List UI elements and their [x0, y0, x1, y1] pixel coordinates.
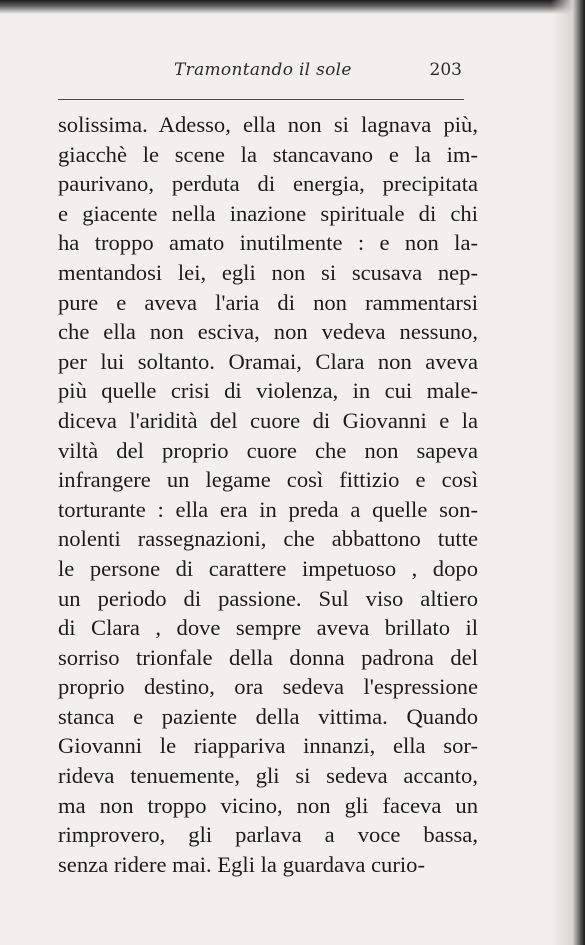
text-line: senza ridere mai. Egli la guardava curio- [58, 851, 425, 877]
text-line: più quelle crisi di violenza, in cui male- [58, 378, 478, 404]
text-line: viltà del proprio cuore che non sapeva [58, 437, 478, 463]
page-number: 203 [429, 60, 462, 80]
text-line: che ella non esciva, non vedeva nessuno, [58, 319, 478, 345]
running-head [58, 60, 468, 90]
text-line: stanca e paziente della vittima. Quando [58, 703, 478, 729]
text-line: per lui soltanto. Oramai, Clara non aveva [58, 348, 478, 374]
text-line: Giovanni le riappariva innanzi, ella sor- [58, 733, 478, 759]
book-edge [573, 0, 585, 945]
text-line: rimprovero, gli parlava a voce bassa, [58, 822, 478, 848]
body-text [58, 110, 478, 879]
text-line: mentandosi lei, egli non si scusava nep- [58, 259, 478, 285]
text-line: paurivano, perduta di energia, precipitata [58, 171, 478, 197]
text-line: torturante : ella era in preda a quelle son- [58, 496, 478, 522]
header-rule [58, 99, 464, 100]
text-line: sorriso trionfale della donna padrona del [58, 644, 478, 670]
text-line: diceva l'aridità del cuore di Giovanni e la [58, 407, 478, 433]
text-line: ma non troppo vicino, non gli faceva un [58, 792, 478, 818]
text-line: un periodo di passione. Sul viso altiero [58, 585, 478, 611]
text-line: di Clara , dove sempre aveva brillato il [58, 615, 478, 641]
running-title: Tramontando il sole [174, 60, 352, 80]
text-line: giacchè le scene la stancavano e la im- [58, 141, 478, 167]
text-line: nolenti rassegnazioni, che abbattono tutte [58, 526, 478, 552]
text-line: le persone di carattere impetuoso , dopo [58, 555, 478, 581]
text-line: pure e aveva l'aria di non rammentarsi [58, 289, 478, 315]
text-line: ha troppo amato inutilmente : e non la- [58, 230, 478, 256]
text-line: rideva tenuemente, gli si sedeva accanto, [58, 763, 478, 789]
text-line: solissima. Adesso, ella non si lagnava più, [58, 112, 478, 137]
text-line: e giacente nella inazione spirituale di chi [58, 200, 478, 226]
text-line: infrangere un legame così fittizio e così [58, 467, 478, 493]
text-line: proprio destino, ora sedeva l'espressione [58, 674, 478, 700]
